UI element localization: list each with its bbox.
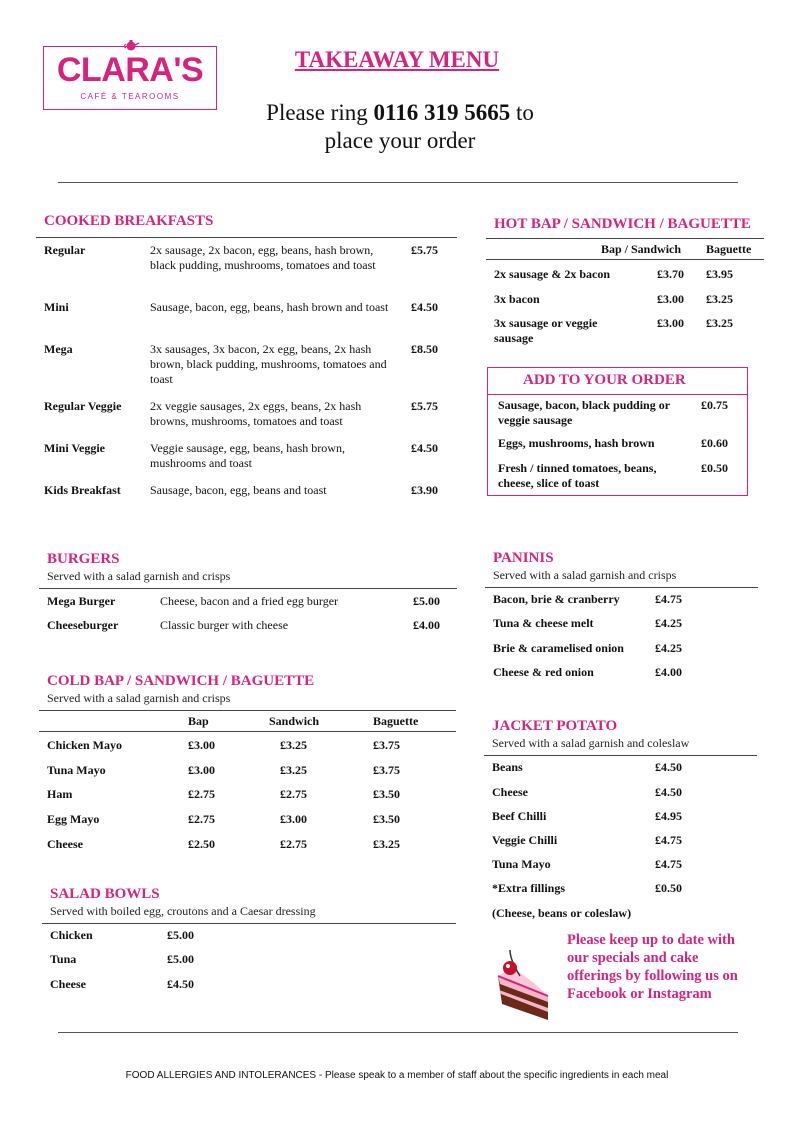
jacket-item-name: Beef Chilli	[492, 809, 547, 823]
salad-item-name: Cheese	[50, 977, 86, 991]
hot-item-baguette-price: £3.25	[706, 292, 733, 306]
phone-instruction	[0, 99, 794, 155]
cold-item-sandwich-price: £3.00	[280, 812, 307, 826]
cold-item-baguette-price: £3.50	[373, 787, 400, 801]
salad-rule	[42, 923, 456, 924]
paninis-sub: Served with a salad garnish and crisps	[493, 568, 677, 582]
cooked-item-name: Regular Veggie	[44, 399, 122, 413]
cold-item-name: Tuna Mayo	[47, 763, 106, 777]
jacket-rule	[484, 755, 757, 756]
phone-line2: place your order	[324, 128, 476, 153]
cold-item-name: Cheese	[47, 837, 83, 851]
add-item-name: Sausage, bacon, black pudding or veggie sausage	[498, 398, 670, 427]
cooked-item-price: £5.75	[411, 243, 438, 257]
cooked-item-desc: Veggie sausage, egg, beans, hash brown, mushrooms and toast	[150, 441, 345, 470]
cooked-item-desc: 2x veggie sausages, 2x eggs, beans, 2x hash browns, mushrooms, tomatoes and toast	[150, 399, 362, 428]
hot-item-bap-price: £3.00	[657, 292, 684, 306]
hot-col-bap: Bap / Sandwich	[601, 242, 682, 256]
burger-item-desc: Classic burger with cheese	[160, 618, 289, 632]
hot-item-name: 2x sausage & 2x bacon	[494, 267, 611, 281]
salad-item-price: £4.50	[167, 977, 194, 991]
hot-item-baguette-price: £3.95	[706, 267, 733, 281]
jacket-item-name: Tuna Mayo	[492, 857, 551, 871]
burgers-title: BURGERS	[47, 551, 120, 567]
jacket-note: (Cheese, beans or coleslaw)	[492, 906, 632, 920]
jacket-item-name: *Extra fillings	[492, 881, 566, 895]
cold-item-sandwich-price: £2.75	[280, 787, 307, 801]
panini-item-price: £4.00	[655, 665, 682, 679]
burger-item-name: Mega Burger	[47, 594, 116, 608]
cold-col-bap: Bap	[188, 714, 209, 728]
cooked-item-desc: Sausage, bacon, egg, beans and toast	[150, 483, 327, 497]
cooked-item-price: £4.50	[411, 300, 438, 314]
cooked-item-name: Mega	[44, 342, 73, 356]
cold-item-name: Chicken Mayo	[47, 738, 122, 752]
panini-item-price: £4.25	[655, 616, 682, 630]
hot-item-name: 3x sausage or veggie sausage	[494, 316, 598, 345]
phone-post: to	[510, 100, 534, 125]
cold-item-bap-price: £2.75	[188, 787, 215, 801]
jacket-item-price: £0.50	[655, 881, 682, 895]
cold-col-baguette: Baguette	[373, 714, 419, 728]
cake-slice-icon	[490, 940, 556, 1024]
cooked-item-price: £5.75	[411, 399, 438, 413]
jacket-title: JACKET POTATO	[492, 718, 618, 734]
burger-item-name: Cheeseburger	[47, 618, 119, 632]
hot-col-baguette: Baguette	[706, 242, 752, 256]
cooked-item-price: £8.50	[411, 342, 438, 356]
cold-item-sandwich-price: £3.25	[280, 763, 307, 777]
divider-bottom	[58, 1032, 738, 1033]
panini-item-price: £4.25	[655, 641, 682, 655]
paninis-title: PANINIS	[493, 550, 554, 566]
add-item-name: Fresh / tinned tomatoes, beans, cheese, slice of toast	[498, 461, 657, 490]
cooked-item-price: £3.90	[411, 483, 438, 497]
logo-brand: CLARA'S	[56, 51, 204, 89]
burger-item-price: £4.00	[413, 618, 440, 632]
cold-item-baguette-price: £3.50	[373, 812, 400, 826]
jacket-item-price: £4.50	[655, 760, 682, 774]
cooked-item-name: Kids Breakfast	[44, 483, 121, 497]
cold-item-baguette-price: £3.75	[373, 763, 400, 777]
hot-rule	[486, 238, 764, 239]
cooked-item-price: £4.50	[411, 441, 438, 455]
salad-item-name: Tuna	[50, 952, 77, 966]
add-item-name: Eggs, mushrooms, hash brown	[498, 436, 655, 450]
panini-item-name: Tuna & cheese melt	[493, 616, 594, 630]
hot-item-name: 3x bacon	[494, 292, 540, 306]
cold-item-sandwich-price: £3.25	[280, 738, 307, 752]
panini-item-name: Bacon, brie & cranberry	[493, 592, 620, 606]
jacket-item-price: £4.95	[655, 809, 682, 823]
cold-rule	[39, 710, 456, 711]
salad-item-price: £5.00	[167, 928, 194, 942]
cold-item-sandwich-price: £2.75	[280, 837, 307, 851]
panini-item-price: £4.75	[655, 592, 682, 606]
cold-item-baguette-price: £3.75	[373, 738, 400, 752]
add-item-price: £0.75	[701, 398, 728, 412]
hot-item-bap-price: £3.00	[657, 316, 684, 330]
cooked-title: COOKED BREAKFASTS	[44, 213, 214, 229]
burgers-rule	[39, 588, 457, 589]
hot-item-bap-price: £3.70	[657, 267, 684, 281]
page-title: TAKEAWAY MENU	[294, 47, 500, 72]
cold-col-sandwich: Sandwich	[269, 714, 320, 728]
cold-rule-2	[39, 731, 456, 732]
jacket-item-price: £4.75	[655, 857, 682, 871]
burgers-sub: Served with a salad garnish and crisps	[47, 569, 231, 583]
allergy-footer: FOOD ALLERGIES AND INTOLERANCES - Please speak to a member of staff about the specific ingredients in each meal	[125, 1070, 669, 1081]
cooked-item-name: Mini Veggie	[44, 441, 106, 455]
cooked-item-desc: 2x sausage, 2x bacon, egg, beans, hash brown, black pudding, mushrooms, tomatoes and toast	[150, 243, 376, 272]
phone-pre: Please ring	[266, 100, 374, 125]
cold-item-bap-price: £3.00	[188, 763, 215, 777]
paninis-rule	[485, 587, 758, 588]
cold-item-baguette-price: £3.25	[373, 837, 400, 851]
phone-number[interactable]: 0116 319 5665	[373, 100, 511, 125]
promo-text: Please keep up to date with our specials and cake offerings by following us on Facebook or Instagram	[567, 932, 738, 1002]
logo-subtitle: CAFÉ & TEAROOMS	[80, 92, 180, 101]
cold-item-bap-price: £2.75	[188, 812, 215, 826]
hot-rule-2	[486, 259, 764, 260]
cooked-rule	[36, 237, 457, 238]
salad-title: SALAD BOWLS	[50, 886, 160, 902]
hot-item-baguette-price: £3.25	[706, 316, 733, 330]
cooked-item-desc: 3x sausages, 3x bacon, 2x egg, beans, 2x hash brown, black pudding, mushrooms, tomatoes and toast	[150, 342, 387, 386]
cold-item-name: Ham	[47, 787, 73, 801]
add-item-price: £0.60	[701, 436, 728, 450]
jacket-sub: Served with a salad garnish and coleslaw	[492, 736, 690, 750]
add-rule	[488, 394, 747, 395]
panini-item-name: Brie & caramelised onion	[493, 641, 624, 655]
cooked-item-desc: Sausage, bacon, egg, beans, hash brown and toast	[150, 300, 389, 314]
cooked-item-name: Mini	[44, 300, 69, 314]
jacket-item-name: Cheese	[492, 785, 528, 799]
cold-title: COLD BAP / SANDWICH / BAGUETTE	[47, 673, 315, 689]
jacket-item-price: £4.75	[655, 833, 682, 847]
burger-item-price: £5.00	[413, 594, 440, 608]
jacket-item-name: Beans	[492, 760, 523, 774]
panini-item-name: Cheese & red onion	[493, 665, 594, 679]
add-item-price: £0.50	[701, 461, 728, 475]
salad-sub: Served with boiled egg, croutons and a Caesar dressing	[50, 904, 316, 918]
jacket-item-name: Veggie Chilli	[492, 833, 558, 847]
burger-item-desc: Cheese, bacon and a fried egg burger	[160, 594, 339, 608]
salad-item-name: Chicken	[50, 928, 93, 942]
divider-top	[58, 182, 738, 183]
page-title-wrap	[0, 47, 794, 73]
cold-item-bap-price: £2.50	[188, 837, 215, 851]
cold-item-bap-price: £3.00	[188, 738, 215, 752]
cold-sub: Served with a salad garnish and crisps	[47, 691, 231, 705]
hot-title: HOT BAP / SANDWICH / BAGUETTE	[494, 216, 751, 232]
cold-item-name: Egg Mayo	[47, 812, 100, 826]
add-title: ADD TO YOUR ORDER	[523, 372, 686, 388]
cooked-item-name: Regular	[44, 243, 86, 257]
jacket-item-price: £4.50	[655, 785, 682, 799]
salad-item-price: £5.00	[167, 952, 194, 966]
